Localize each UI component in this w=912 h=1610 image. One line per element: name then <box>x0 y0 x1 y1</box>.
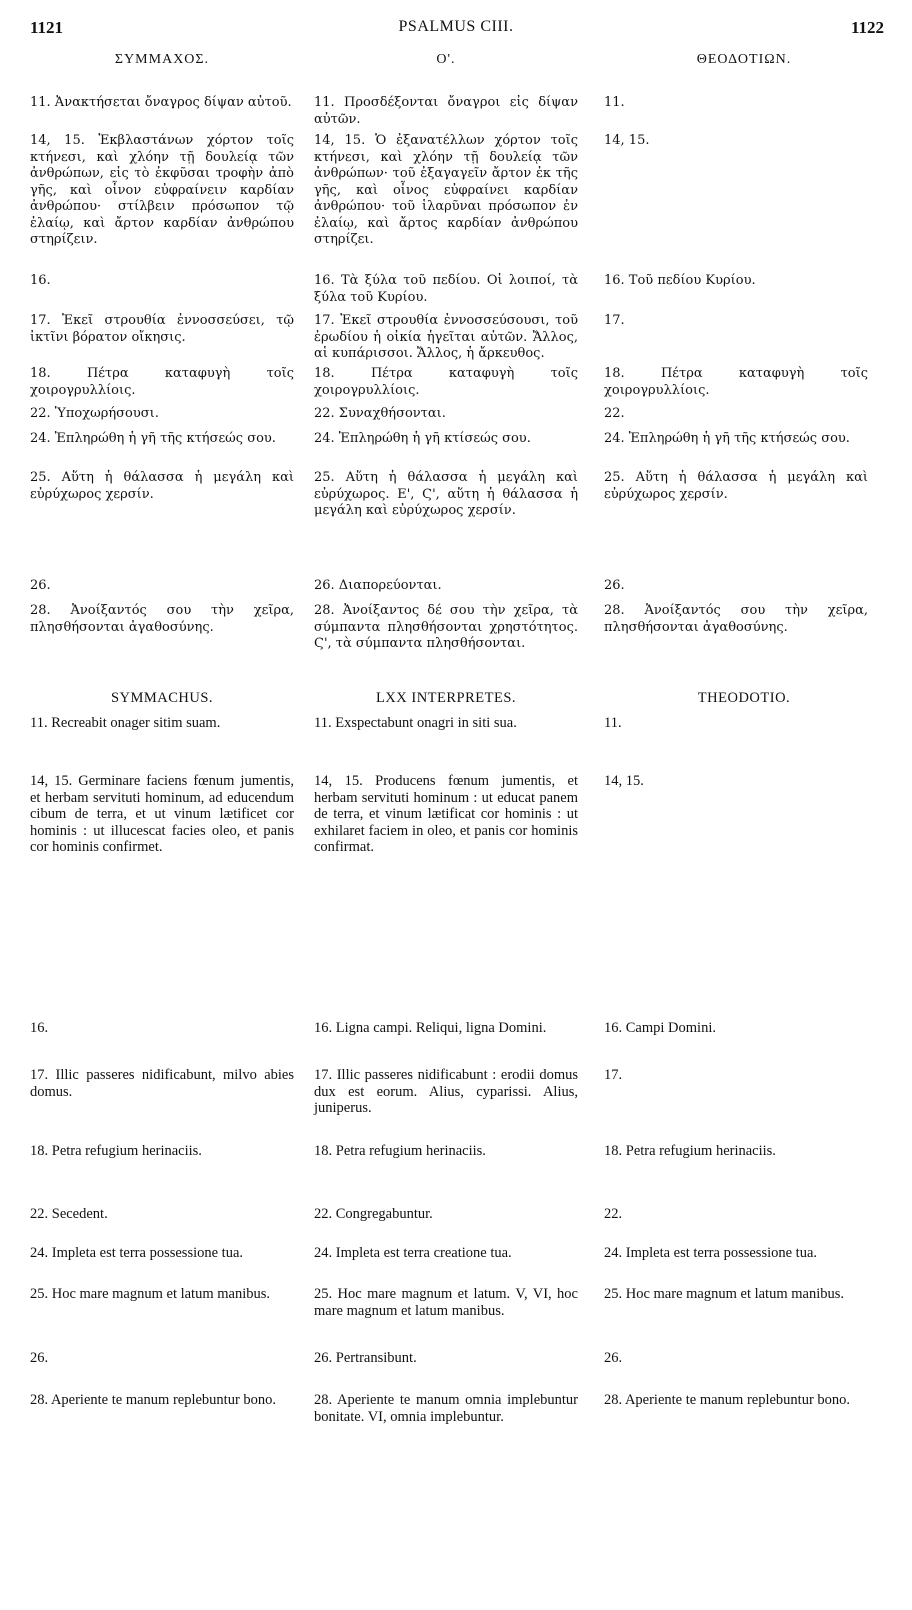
lxx-greek-verse-28: 28. Ἀνοίξαντος δέ σου τὴν χεῖρα, τὰ σύμπαντα πλησθήσονται χρηστότητος. Ϛ', τὰ σύμπαντα πλησθήσονται. <box>314 603 578 651</box>
theodotion-greek-verse-18: 18. Πέτρα καταφυγὴ τοῖς χοιρογρυλλίοις. <box>604 366 868 398</box>
symmachus-latin-verse-24: 24. Impleta est terra possessione tua. <box>30 1245 244 1261</box>
lxx-greek-verse-14-15: 14, 15. Ὁ ἐξανατέλλων χόρτον τοῖς κτήνεσι, καὶ χλόην τῇ δουλείᾳ τῶν ἀνθρώπων· τοῦ ἐξαγαγεῖν ἄρτον ἐκ τῆς γῆς, καὶ οἶνος εὐφραίνει καρδίαν ἀνθρώπου· τοῦ ἱλαρῦναι πρόσωπον ἐν ἐλαίῳ, καὶ ἄρτος καρδίαν ἀνθρώπου στηρίζει. <box>314 133 578 247</box>
theodotion-greek-verse-24: 24. Ἐπληρώθη ἡ γῆ τῆς κτήσεώς σου. <box>604 431 850 446</box>
lxx-greek-verse-18: 18. Πέτρα καταφυγὴ τοῖς χοιρογρυλλίοις. <box>314 366 578 398</box>
theodotion-latin-verse-24: 24. Impleta est terra possessione tua. <box>604 1245 818 1261</box>
theodotion-latin-verse-28: 28. Aperiente te manum replebuntur bono. <box>604 1392 851 1408</box>
theodotion-greek-verse-14-15: 14, 15. <box>604 133 650 148</box>
theodotion-latin-verse-26: 26. <box>604 1350 623 1366</box>
lxx-greek-verse-22: 22. Συναχθήσονται. <box>314 406 446 421</box>
symmachus-latin-verse-17: 17. Illic passeres nidificabunt, milvo abies domus. <box>30 1067 294 1100</box>
lxx-latin-verse-17: 17. Illic passeres nidificabunt : erodii domus dux est eorum. Alius, cyparissi. Alius, juniperus. <box>314 1067 578 1116</box>
heading-theodotion-latin: THEODOTIO. <box>697 690 791 706</box>
symmachus-greek-verse-17: 17. Ἐκεῖ στρουθία ἐννοσσεύσει, τῷ ἰκτῖνι βόρατον οἴκησις. <box>30 313 294 345</box>
lxx-greek-verse-26: 26. Διαπορεύονται. <box>314 578 442 593</box>
lxx-greek-verse-25: 25. Αὕτη ἡ θάλασσα ἡ μεγάλη καὶ εὐρύχωρος. Ε', Ϛ', αὕτη ἡ θάλασσα ἡ μεγάλη καὶ εὐρύχωρος χερσίν. <box>314 470 578 518</box>
theodotion-latin-verse-17: 17. <box>604 1067 623 1083</box>
theodotion-latin-verse-18: 18. Petra refugium herinaciis. <box>604 1143 776 1159</box>
lxx-latin-verse-14-15: 14, 15. Producens fœnum jumentis, et herbam servituti hominum : ut educat panem de terra, et vinum lætificat cor hominis : ut exhilaret faciem in oleo, et panis cor hominis confirmat. <box>314 773 578 855</box>
theodotion-greek-verse-26: 26. <box>604 578 625 593</box>
lxx-latin-verse-22: 22. Congregabuntur. <box>314 1206 433 1222</box>
symmachus-greek-verse-25: 25. Αὕτη ἡ θάλασσα ἡ μεγάλη καὶ εὐρύχωρος χερσίν. <box>30 470 294 502</box>
symmachus-latin-verse-28: 28. Aperiente te manum replebuntur bono. <box>30 1392 277 1408</box>
theodotion-latin-verse-11: 11. <box>604 715 622 731</box>
heading-lxx-latin: LXX INTERPRETES. <box>375 690 517 706</box>
page-header <box>0 18 912 40</box>
symmachus-greek-verse-11: 11. Ἀνακτήσεται ὄναγρος δίψαν αὐτοῦ. <box>30 95 292 110</box>
symmachus-greek-verse-24: 24. Ἐπληρώθη ἡ γῆ τῆς κτήσεώς σου. <box>30 431 276 446</box>
symmachus-latin-verse-16: 16. <box>30 1020 49 1036</box>
theodotion-latin-verse-14-15: 14, 15. <box>604 773 644 789</box>
symmachus-greek-verse-28: 28. Ἀνοίξαντός σου τὴν χεῖρα, πλησθήσονται ἀγαθοσύνης. <box>30 603 294 635</box>
theodotion-latin-verse-22: 22. <box>604 1206 623 1222</box>
heading-symmachus-latin: SYMMACHUS. <box>110 690 214 706</box>
theodotion-greek-verse-28: 28. Ἀνοίξαντός σου τὴν χεῖρα, πλησθήσονται ἀγαθοσύνης. <box>604 603 868 635</box>
running-title: PSALMUS CIII. <box>398 18 514 35</box>
theodotion-greek-verse-25: 25. Αὕτη ἡ θάλασσα ἡ μεγάλη καὶ εὐρύχωρος χερσίν. <box>604 470 868 502</box>
lxx-latin-verse-16: 16. Ligna campi. Reliqui, ligna Domini. <box>314 1020 547 1036</box>
theodotion-greek-verse-22: 22. <box>604 406 625 421</box>
symmachus-latin-verse-25: 25. Hoc mare magnum et latum manibus. <box>30 1286 271 1302</box>
theodotion-latin-verse-16: 16. Campi Domini. <box>604 1020 716 1036</box>
symmachus-greek-verse-18: 18. Πέτρα καταφυγὴ τοῖς χοιρογρυλλίοις. <box>30 366 294 398</box>
symmachus-greek-verse-22: 22. Ὑποχωρήσουσι. <box>30 406 159 421</box>
lxx-latin-verse-25: 25. Hoc mare magnum et latum. V, VI, hoc mare magnum et latum manibus. <box>314 1286 578 1319</box>
lxx-latin-verse-11: 11. Exspectabunt onagri in siti sua. <box>314 715 517 731</box>
lxx-latin-verse-18: 18. Petra refugium herinaciis. <box>314 1143 486 1159</box>
symmachus-latin-verse-11: 11. Recreabit onager sitim suam. <box>30 715 221 731</box>
page-number-left: 1121 <box>30 18 64 37</box>
lxx-greek-verse-11: 11. Προσδέξονται ὄναγροι εἰς δίψαν αὐτῶν. <box>314 95 578 127</box>
theodotion-greek-verse-16: 16. Τοῦ πεδίου Κυρίου. <box>604 273 756 288</box>
lxx-latin-verse-26: 26. Pertransibunt. <box>314 1350 417 1366</box>
symmachus-greek-verse-14-15: 14, 15. Ἐκβλαστάνων χόρτον τοῖς κτήνεσι, καὶ χλόην τῇ δουλείᾳ τῶν ἀνθρώπων, εἰς τὸ ἐκφῦσαι τροφὴν ἀπὸ γῆς, καὶ οἶνον εὐφραίνειν καρδίαν ἀνθρώπου· στίλβειν πρόσωπον τῷ ἐλαίῳ, καὶ ἄρτον καρδίαν ἀνθρώπου στηρίζειν. <box>30 133 294 247</box>
lxx-greek-verse-16: 16. Τὰ ξύλα τοῦ πεδίου. Οἱ λοιποί, τὰ ξύλα τοῦ Κυρίου. <box>314 273 578 305</box>
lxx-greek-verse-17: 17. Ἐκεῖ στρουθία ἐννοσσεύσουσι, τοῦ ἐρωδίου ἡ οἰκία ἡγεῖται αὐτῶν. Ἄλλος, αἱ κυπάρισσοι. Ἄλλος, ἡ ἄρκευθος. <box>314 313 578 361</box>
theodotion-latin-verse-25: 25. Hoc mare magnum et latum manibus. <box>604 1286 845 1302</box>
heading-lxx-greek: Ο'. <box>436 52 456 67</box>
theodotion-greek-verse-11: 11. <box>604 95 625 110</box>
heading-symmachus-greek: ΣΥΜΜΑΧΟΣ. <box>114 52 210 67</box>
page-number-right: 1122 <box>850 18 884 37</box>
symmachus-latin-verse-26: 26. <box>30 1350 49 1366</box>
theodotion-greek-verse-17: 17. <box>604 313 625 328</box>
symmachus-greek-verse-26: 26. <box>30 578 51 593</box>
symmachus-latin-verse-22: 22. Secedent. <box>30 1206 108 1222</box>
heading-theodotion-greek: ΘΕΟΔΟΤΙΩΝ. <box>696 52 792 67</box>
lxx-latin-verse-28: 28. Aperiente te manum omnia implebuntur bonitate. VI, omnia implebuntur. <box>314 1392 578 1425</box>
lxx-latin-verse-24: 24. Impleta est terra creatione tua. <box>314 1245 512 1261</box>
symmachus-latin-verse-14-15: 14, 15. Germinare faciens fœnum jumentis, et herbam servituti hominum, ad educendum cibum de terra, et ut vinum lætificet cor hominis : ut illucescat facies oleo, et panis cor hominis confirmet. <box>30 773 294 855</box>
lxx-greek-verse-24: 24. Ἐπληρώθη ἡ γῆ κτίσεώς σου. <box>314 431 531 446</box>
symmachus-greek-verse-16: 16. <box>30 273 51 288</box>
symmachus-latin-verse-18: 18. Petra refugium herinaciis. <box>30 1143 202 1159</box>
